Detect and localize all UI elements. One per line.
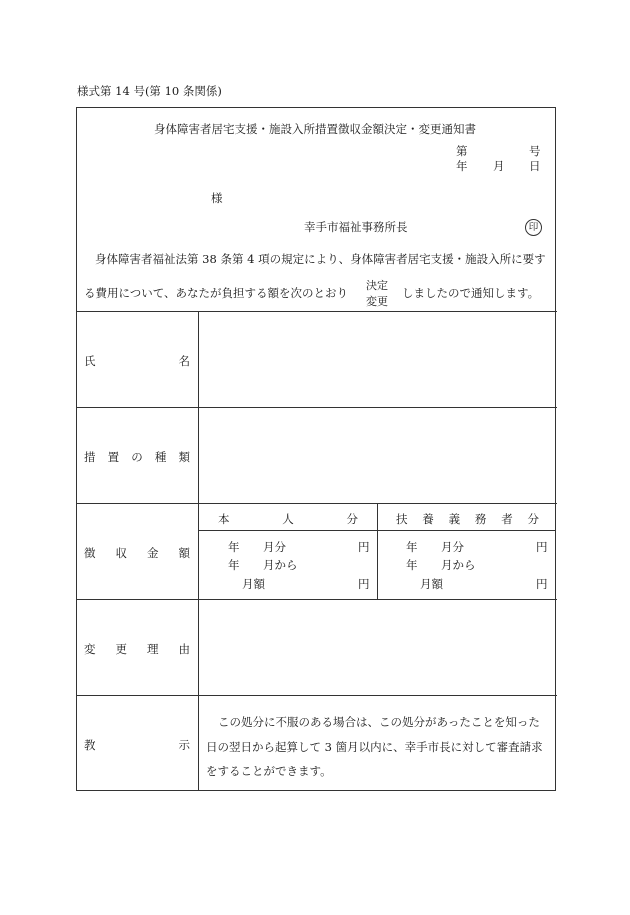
label-char: 金 bbox=[147, 546, 159, 560]
row-label-amount bbox=[84, 545, 190, 561]
label-char: 変 bbox=[84, 642, 96, 656]
guardian-yen-1: 円 bbox=[536, 540, 548, 554]
instruction-line-2: 日の翌日から起算して 3 箇月以内に、幸手市長に対して審査請求 bbox=[206, 740, 543, 754]
label-char: 更 bbox=[115, 642, 127, 656]
self-month-portion: 月分 bbox=[263, 540, 286, 554]
row-label-instruction bbox=[84, 737, 190, 753]
form-number-label: 様式第 14 号(第 10 条関係) bbox=[77, 84, 222, 98]
self-yen-2: 円 bbox=[358, 577, 370, 591]
header-char: 扶 bbox=[396, 512, 408, 526]
header-self-portion bbox=[218, 511, 358, 527]
label-char: 種 bbox=[154, 450, 167, 464]
label-char: 理 bbox=[147, 642, 159, 656]
label-char: 名 bbox=[178, 354, 190, 368]
guardian-year-1: 年 bbox=[406, 540, 418, 554]
choice-decide: 決定 bbox=[366, 279, 388, 292]
issuer-name: 幸手市福祉事務所長 bbox=[304, 220, 408, 234]
self-monthly: 月額 bbox=[242, 577, 265, 591]
instruction-line-3: をすることができます。 bbox=[206, 764, 332, 778]
header-guardian-portion bbox=[396, 511, 539, 527]
label-char: 氏 bbox=[84, 354, 96, 368]
header-char: 人 bbox=[282, 512, 294, 526]
row-label-measure-type bbox=[84, 449, 190, 465]
divider bbox=[76, 599, 557, 600]
date-day: 日 bbox=[529, 159, 541, 173]
date-year: 年 bbox=[456, 159, 468, 173]
header-char: 務 bbox=[474, 512, 487, 526]
guardian-year-2: 年 bbox=[406, 558, 418, 572]
label-char: 措 bbox=[84, 450, 96, 464]
number-prefix: 第 bbox=[456, 144, 468, 158]
divider bbox=[76, 695, 557, 696]
body-line-2-post: しましたので通知します。 bbox=[402, 286, 540, 300]
row-label-reason bbox=[84, 641, 190, 657]
guardian-monthly: 月額 bbox=[420, 577, 443, 591]
label-char: 徴 bbox=[84, 546, 96, 560]
self-year-1: 年 bbox=[228, 540, 240, 554]
label-char: 額 bbox=[178, 546, 190, 560]
row-label-name bbox=[84, 353, 190, 369]
divider bbox=[76, 407, 557, 408]
choice-change: 変更 bbox=[366, 295, 388, 308]
header-char: 本 bbox=[218, 512, 230, 526]
seal-mark: 印 bbox=[525, 219, 542, 236]
number-suffix: 号 bbox=[529, 144, 541, 158]
label-char: 教 bbox=[84, 738, 96, 752]
header-char: 養 bbox=[422, 512, 434, 526]
label-char: 由 bbox=[178, 642, 190, 656]
header-char: 分 bbox=[346, 512, 358, 526]
self-from-month: 月から bbox=[263, 558, 298, 572]
instruction-line-1: この処分に不服のある場合は、この処分があったことを知った bbox=[218, 715, 540, 729]
label-char: 示 bbox=[178, 738, 190, 752]
self-year-2: 年 bbox=[228, 558, 240, 572]
label-char: 類 bbox=[178, 450, 190, 464]
divider bbox=[76, 503, 557, 504]
body-line-2-pre: る費用について、あなたが負担する額を次のとおり bbox=[84, 286, 349, 300]
amount-column-divider bbox=[377, 503, 378, 599]
amount-header-divider bbox=[198, 530, 556, 531]
date-month: 月 bbox=[493, 159, 505, 173]
label-char: 置 bbox=[107, 450, 120, 464]
label-column-divider bbox=[198, 311, 199, 791]
header-char: 者 bbox=[501, 512, 513, 526]
self-yen-1: 円 bbox=[358, 540, 370, 554]
label-char: の bbox=[131, 450, 143, 464]
guardian-month-portion: 月分 bbox=[441, 540, 464, 554]
addressee-suffix: 様 bbox=[211, 191, 223, 205]
label-char: 収 bbox=[115, 546, 127, 560]
body-line-1: 身体障害者福祉法第 38 条第 4 項の規定により、身体障害者居宅支援・施設入所に要す bbox=[95, 252, 546, 266]
document-title: 身体障害者居宅支援・施設入所措置徴収金額決定・変更通知書 bbox=[154, 122, 476, 136]
header-char: 分 bbox=[527, 512, 539, 526]
header-char: 義 bbox=[448, 512, 461, 526]
divider bbox=[76, 311, 557, 312]
guardian-yen-2: 円 bbox=[536, 577, 548, 591]
guardian-from-month: 月から bbox=[441, 558, 476, 572]
